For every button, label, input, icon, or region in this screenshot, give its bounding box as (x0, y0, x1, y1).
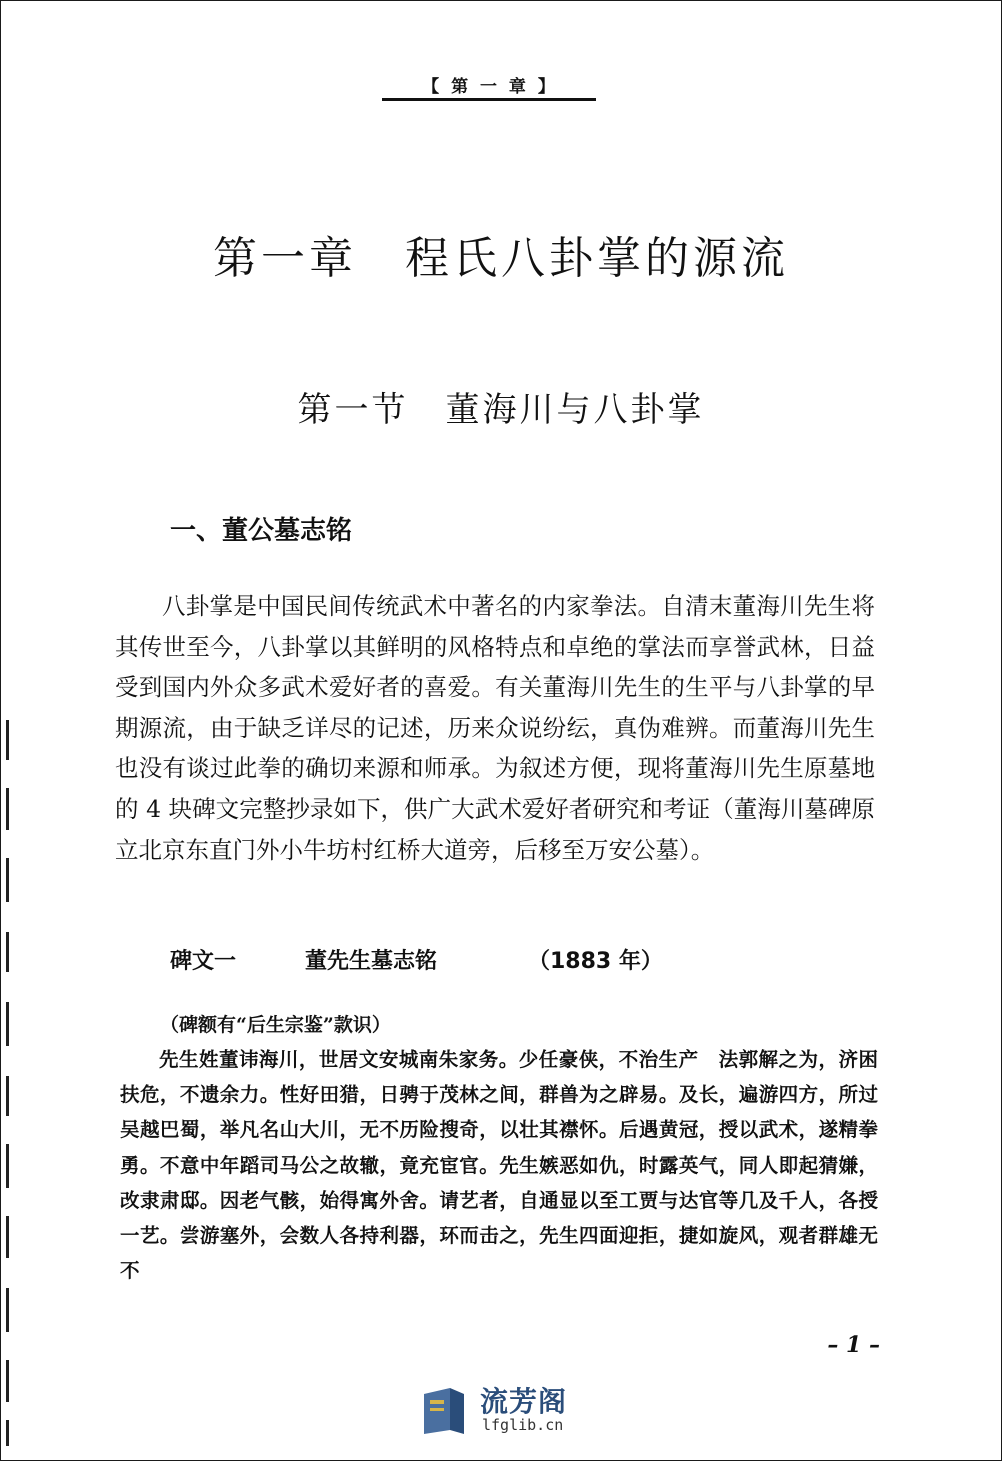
book-icon (420, 1386, 468, 1436)
section-title: 第一节 董海川与八卦掌 (297, 390, 705, 430)
intro-paragraph: 八卦掌是中国民间传统武术中著名的内家拳法。自清末董海川先生将其传世至今，八卦掌以其鲜明的风格特点和卓绝的掌法而享誉武林，日益受到国内外众多武术爱好者的喜爱。有关董海川先生的生平与八卦掌的早期源流，由于缺乏详尽的记述，历来众说纷纭，真伪难辨。而董海川先生也没有谈过此拳的确切来源和师承。为叙述方便，现将董海川先生原墓地的 4 块碑文完整抄录如下，供广大武术爱好者研究和考证（董海川墓碑原立北京东直门外小牛坊村红桥大道旁，后移至万安公墓）。 (115, 592, 875, 864)
inscription-year: （1883 年） (528, 949, 663, 974)
inscription-body: 先生姓董讳海川，世居文安城南朱家务。少任豪侠，不治生产 法郭解之为，济困扶危，不遗余力。性好田猎，日骋于茂林之间，群兽为之辟易。及长，遍游四方，所过吴越巴蜀，举凡名山大川，无不历险搜奇，以壮其襟怀。后遇黄冠，授以武术，遂精拳勇。不意中年蹈司马公之故辙，竟充宦官。先生嫉恶如仇，时露英气，同人即起猜嫌，改隶肃邸。因老气骸，始得寓外舍。请艺者，自通显以至工贾与达官等几及千人，各授一艺。尝游塞外，会数人各持利器，环而击之，先生四面迎拒，捷如旋风，观者群雄无不 (120, 1048, 878, 1283)
scan-edge-marks (6, 720, 10, 1450)
watermark-name: 流芳阁 (480, 1385, 568, 1418)
running-header: 【 第 一 章 】 (422, 77, 558, 97)
watermark-url: lfglib.cn (482, 1416, 564, 1434)
watermark (420, 1376, 580, 1446)
subsection-title: 一、董公墓志铭 (170, 516, 353, 546)
chapter-title: 第一章 程氏八卦掌的源流 (213, 233, 789, 284)
inscription-label: 碑文一 (170, 949, 237, 974)
header-rule (382, 98, 596, 101)
inscription-note: （碑额有“后生宗鉴”款识） (160, 1014, 391, 1036)
inscription-name: 董先生墓志铭 (305, 949, 438, 974)
inscription-heading (170, 944, 690, 978)
page-number: – 1 – (827, 1332, 880, 1358)
